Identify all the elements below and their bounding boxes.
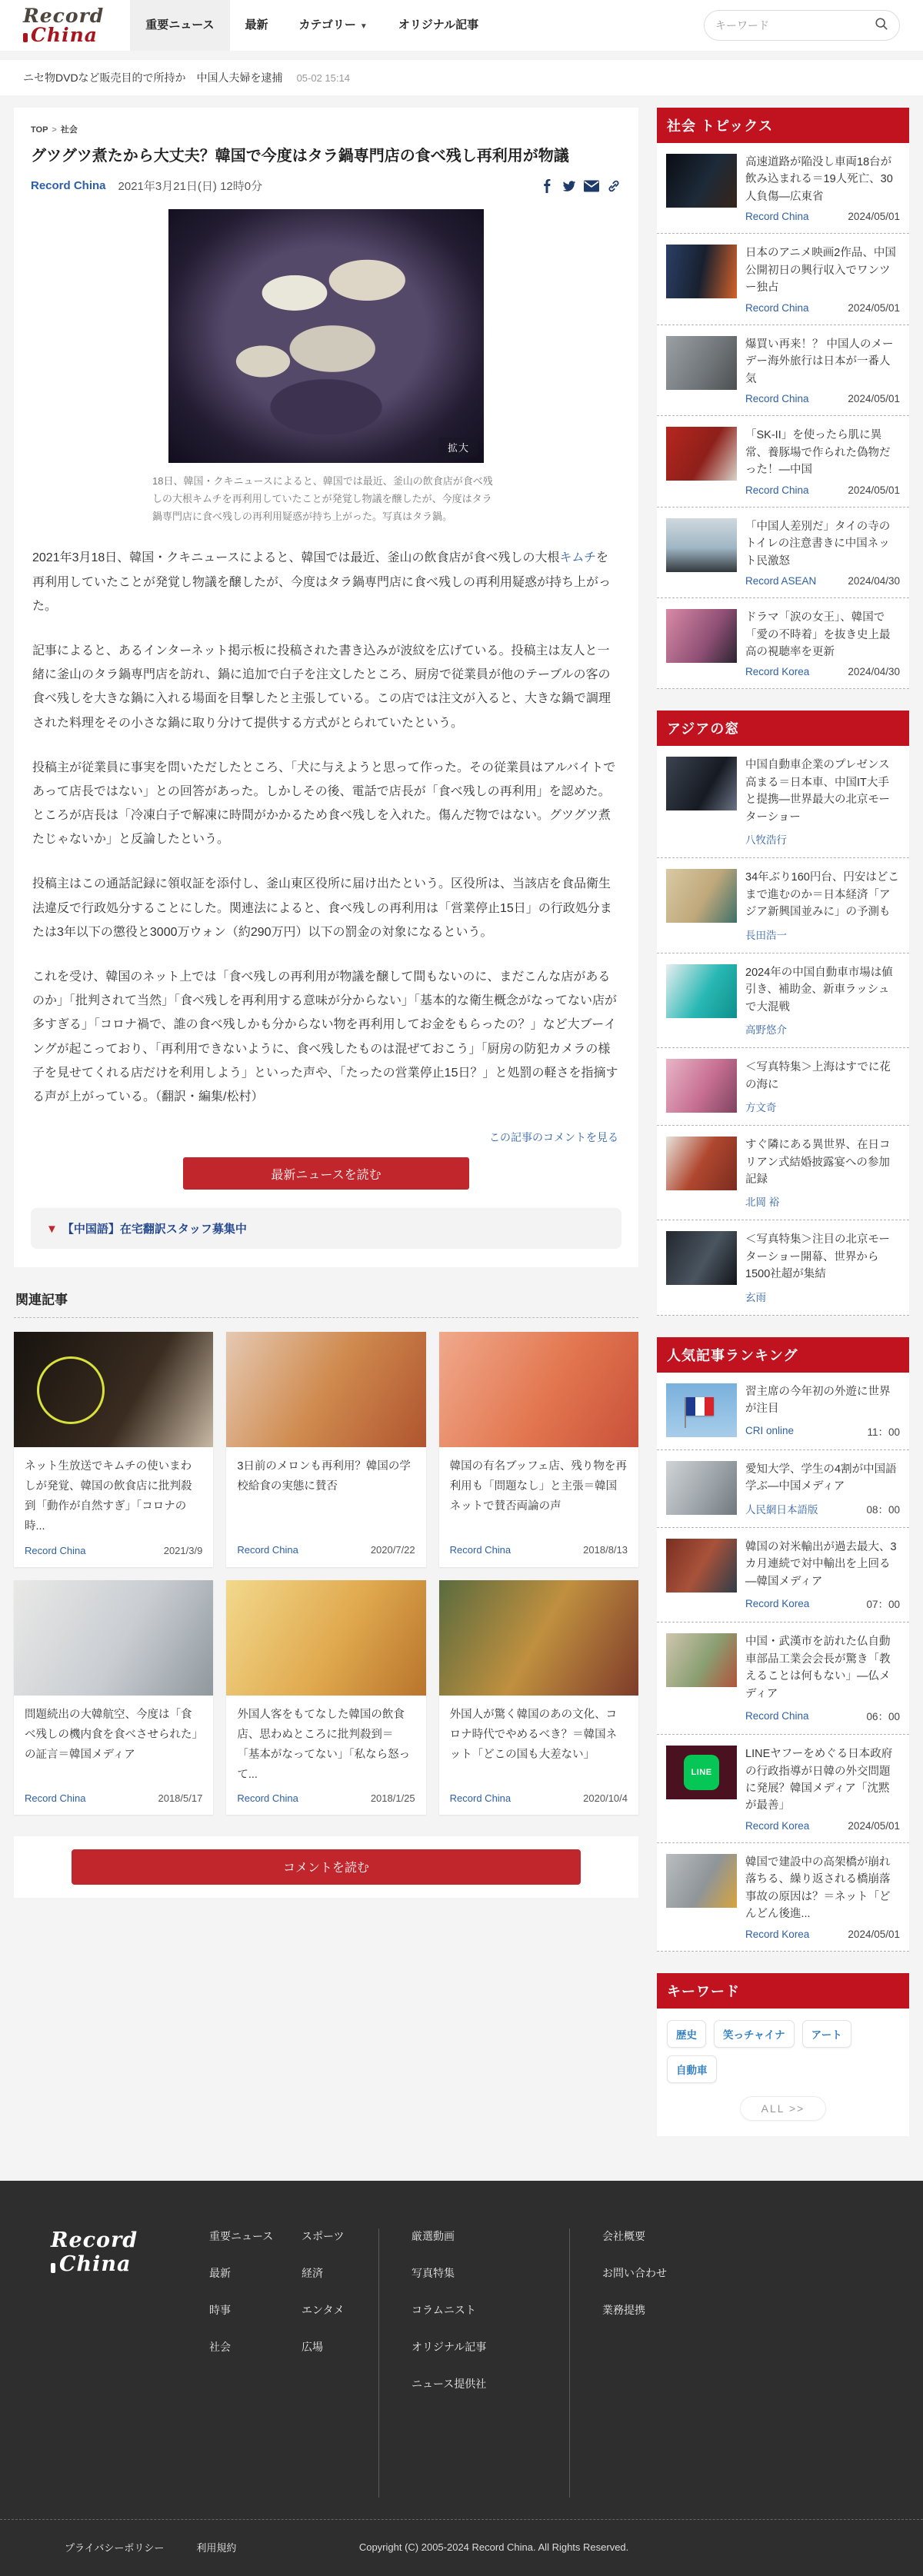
list-item-thumbnail [666,1383,737,1437]
section-header-keywords: キーワード [657,1973,909,2009]
list-item[interactable]: ＜写真特集＞上海はすでに花の海に 方文奇 [657,1048,909,1126]
footer-link[interactable]: 会社概要 [602,2229,645,2242]
card-source-link[interactable]: Record China [449,1544,511,1556]
nav-item-latest[interactable]: 最新 [245,18,268,32]
list-item-thumbnail [666,1059,737,1113]
list-item[interactable]: 愛知大学、学生の4割が中国語学ぶ―中国メディア 人民網日本語版 08：00 [657,1450,909,1528]
french-flag-icon [686,1397,714,1416]
keywords-all-button[interactable]: ALL >> [740,2096,826,2121]
mail-icon[interactable] [584,178,599,194]
logo-line2: China [23,25,104,45]
footer-legal-links [65,2540,236,2554]
item-author-link[interactable]: 玄雨 [745,1291,766,1303]
card-source-link[interactable]: Record China [237,1792,298,1804]
list-item[interactable]: すぐ隣にある異世界、在日コリアン式結婚披露宴への参加記録 北岡 裕 [657,1126,909,1220]
list-item[interactable]: 中国・武漢市を訪れた仏自動車部品工業会会長が驚き「教えることは何もない」―仏メディア Record China 06：00 [657,1622,909,1735]
keyword-tag[interactable]: アート [802,2020,851,2048]
list-item-thumbnail [666,869,737,923]
related-articles-section [14,1289,638,1898]
card-source-link[interactable]: Record China [25,1792,86,1804]
item-author-link[interactable]: 方文奇 [745,1102,777,1114]
paragraph-1: 2021年3月18日、韓国・クキニュースによると、韓国では最近、釜山の飲食店が食べ残しの大根キムチを再利用していたことが発覚し物議を醸したが、今度はタラ鍋専門店に食べ残しの再利用疑惑が持ち上がった。 [32,551,611,613]
item-source-link[interactable]: Record China [745,484,809,496]
list-item-thumbnail [666,1461,737,1515]
list-item-thumbnail [666,336,737,390]
paragraph-3: 投稿主が従業員に事実を問いただしたところ、「犬に与えようと思って作った。その従業員はアルバイトであって店長ではない」との回答があった。しかしその後、電話で店長が「食べ残しの再利用」を認めた。ところが店長は「冷凍白子で解凍に時間がかかるため食べ残しを入れた。傷んだ物ではない。グツグツ煮たじゃないか」と反論したという。 [32,760,616,847]
site-footer [0,2181,923,2576]
list-item[interactable]: LINE LINEヤフーをめぐる日本政府の行政指導が日韓の外交問題に発展？韓国メディア「沈黙が最善」 Record Korea 2024/05/01 [657,1735,909,1843]
related-card[interactable]: 外国人客をもてなした韓国の飲食店、思わぬところに批判殺到＝「基本がなってない」「私なら怒って... Record China 2018/1/25 [226,1580,425,1815]
twitter-icon[interactable] [561,178,577,194]
paragraph-4: 投稿主はこの通話記録に領収証を添付し、釜山東区役所に届け出たという。区役所は、当該店を食品衛生法違反で行政処分することにした。関連法によると、食べ残しの再利用は「営業停止15日」の行政処分または3年以下の懲役と3000万ウォン（約290万円）以下の罰金の対象になるという。 [32,877,612,939]
related-card[interactable]: 問題続出の大韓航空、今度は「食べ残しの機内食を食べさせられた」の証言＝韓国メディア Record China 2018/5/17 [14,1580,213,1815]
keyword-tags [667,2020,899,2083]
triangle-marker-icon: ▼ [46,1223,58,1236]
item-source-link[interactable]: Record Korea [745,1928,810,1940]
list-item[interactable]: 2024年の中国自動車市場は値引き、補助金、新車ラッシュで大混戦 高野悠介 [657,954,909,1048]
item-source-link[interactable]: Record ASEAN [745,575,817,587]
article [14,108,638,1267]
news-ticker [0,60,923,95]
keyword-tag[interactable]: 笑っチャイナ [714,2020,795,2048]
article-body [31,546,621,1109]
list-item-thumbnail [666,245,737,298]
article-byline [31,178,621,194]
list-item[interactable]: 習主席の今年初の外遊に世界が注目 CRI online 11：00 [657,1373,909,1450]
footer-link[interactable]: 社会 [209,2340,231,2353]
footer-link[interactable]: 重要ニュース [209,2229,274,2242]
list-item-thumbnail [666,1854,737,1908]
keywords-section [657,1973,909,2136]
article-figure [31,209,621,525]
footer-link[interactable]: 時事 [209,2303,231,2316]
paragraph-2: 記事によると、あるインターネット掲示板に投稿された書き込みが波紋を広げている。投稿主は友人と一緒に釜山のタラ鍋専門店を訪れ、鍋に追加で白子を注文したところ、厨房で従業員が他のテーブルの客の食べ残しを大きな鍋に入れる場面を目撃したと主張している。この店では注文が入ると、大きな鍋で調理された料理をその小さな鍋に取り分けて提供する方式がとられていたという。 [32,644,611,730]
footer-link[interactable]: 最新 [209,2266,231,2279]
section-header-ranking: 人気記事ランキング [657,1337,909,1373]
footer-divider [569,2228,570,2498]
main-nav [130,0,494,51]
item-source-link[interactable]: Record China [745,1709,809,1722]
card-source-link[interactable]: Record China [25,1544,86,1556]
footer-divider [378,2228,379,2498]
related-card-image [226,1332,425,1447]
list-item-thumbnail [666,1633,737,1687]
list-item-thumbnail [666,1539,737,1593]
related-card-image [14,1332,213,1447]
footer-link[interactable]: スポーツ [302,2229,345,2242]
item-source-link[interactable]: Record Korea [745,666,810,678]
search-icon[interactable] [875,17,888,35]
card-source-link[interactable]: Record China [237,1544,298,1556]
item-source-link[interactable]: Record China [745,211,809,223]
list-item-thumbnail [666,518,737,572]
list-item-thumbnail [666,964,737,1018]
list-item-thumbnail [666,154,737,208]
list-item[interactable]: 韓国の対米輸出が過去最大、3カ月連続で対中輸出を上回る―韓国メディア Record Korea 07：00 [657,1528,909,1622]
footer-nav-col-2 [302,2228,378,2498]
list-item[interactable]: 「SK-II」を使ったら肌に異常、養豚場で作られた偽物だった！―中国 Record China 2024/05/01 [657,416,909,507]
footer-link[interactable]: ニュース提供社 [412,2377,487,2390]
list-item[interactable]: 「中国人差別だ」タイの寺のトイレの注意書きに中国ネット民激怒 Record ASEAN 2024/04/30 [657,508,909,598]
item-source-link[interactable]: Record China [745,393,809,405]
comments-button-row [14,1836,638,1898]
footer-link[interactable]: 経済 [302,2266,323,2279]
card-source-link[interactable]: Record China [449,1792,511,1804]
list-item[interactable]: 34年ぶり160円台、円安はどこまで進むのか＝日本経済「アジア新興国並みに」の予測も 長田浩一 [657,858,909,953]
item-source-link[interactable]: CRI online [745,1425,795,1437]
related-card-image [226,1580,425,1696]
footer-nav-col-3 [412,2228,569,2498]
footer-link[interactable]: お問い合わせ [602,2266,667,2279]
item-author-link[interactable]: 北岡 裕 [745,1196,780,1209]
photo-caption: 18日、韓国・クキニュースによると、韓国では最近、釜山の飲食店が食べ残しの大根キムチを再利用していたことが発覚し物議を醸したが、今度はタラ鍋専門店に食べ残しの再利用疑惑が持ち上がった。写真はタラ鍋。 [152,475,493,523]
item-author-link[interactable]: 長田浩一 [745,929,787,941]
nav-item-important-news[interactable]: 重要ニュース [130,0,229,51]
link-icon[interactable] [606,178,621,194]
section-header-society-topics: 社会 トピックス [657,108,909,143]
item-author-link[interactable]: 高野悠介 [745,1024,787,1037]
ticker-time: 05-02 15:14 [296,72,350,84]
search-input[interactable] [715,19,875,32]
breadcrumb-top[interactable]: TOP [31,125,48,135]
item-source-link[interactable]: Record Korea [745,1597,810,1609]
article-source-link[interactable]: Record China [31,179,106,192]
ranking-section [657,1337,909,1952]
search-box [704,10,900,41]
nav-item-category[interactable]: カテゴリー ▼ [298,18,368,32]
list-item-thumbnail [666,427,737,481]
logo-line1: Record [23,5,105,27]
page-title: グツグツ煮たから大丈夫？韓国で今度はタラ鍋専門店の食べ残し再利用が物議 [31,148,569,165]
list-item-thumbnail [666,757,737,810]
related-card-image [14,1580,213,1696]
asia-window-section [657,711,909,1315]
breadcrumb: TOP > 社会 [31,125,78,135]
list-item[interactable]: 日本のアニメ映画2作品、中国公開初日の興行収入でワンツー独占 Record China 2024/05/01 [657,234,909,324]
related-card[interactable]: 3日前のメロンも再利用？韓国の学校給食の実態に賛否 Record China 2020/7/22 [226,1332,425,1566]
line-app-icon: LINE [684,1755,719,1790]
related-card[interactable]: 外国人が驚く韓国のあの文化、コロナ時代でやめるべき？＝韓国ネット「どこの国も大差ない」 Record China 2020/10/4 [439,1580,638,1815]
article-photo[interactable] [168,209,484,463]
list-item-thumbnail [666,1137,737,1190]
list-item[interactable]: ドラマ「涙の女王」、韓国で「愛の不時着」を抜き史上最高の視聴率を更新 Record Korea 2024/04/30 [657,598,909,689]
chevron-down-icon: ▼ [359,22,368,31]
paragraph-5: これを受け、韓国のネット上では「食べ残しの再利用が物議を醸して間もないのに、まだこんな店があるのか」「批判されて当然」「食べ残しを再利用する意味が分からない」「基本的な衛生概念がなってない店が多すぎる」「コロナ禍で、誰の食べ残しかも分からない物を再利用してお金をもらったの？」など大ブーイングが起こっており、「再利用できないように、食べ残したものは混ぜておこう」「厨房の防犯カメラの様子を見せてくれる店だけを利用しよう」といった声や、「たったの営業停止15日？」と処罰の軽さを指摘する声が上がっている。（翻訳・編集/松村） [32,970,618,1103]
terms-link[interactable]: 利用規約 [196,2541,237,2554]
ticker-headline[interactable]: ニセ物DVDなど販売目的で所持か 中国人夫婦を逮捕 [23,72,283,84]
related-card-image [439,1580,638,1696]
view-comments-link[interactable]: この記事のコメントを見る [489,1131,618,1144]
related-card[interactable]: ネット生放送でキムチの使いまわしが発覚、韓国の飲食店に批判殺到「動作が自然すぎ」「コロナの時... Record China 2021/3/9 [14,1332,213,1566]
footer-nav-col-1 [209,2228,302,2498]
list-item-thumbnail [666,1746,737,1799]
footer-link[interactable]: 写真特集 [412,2266,455,2279]
keyword-tag[interactable]: 歴史 [667,2020,706,2048]
site-header [0,0,923,51]
item-source-link[interactable]: 人民網日本語版 [745,1503,818,1516]
facebook-icon[interactable] [539,178,555,194]
list-item[interactable]: 韓国で建設中の高架橋が崩れ落ちる、繰り返される橋崩落事故の原因は？＝ネット「どんどん後進... Record Korea 2024/05/01 [657,1843,909,1952]
nav-item-original-articles[interactable]: オリジナル記事 [398,18,479,32]
social-share-icons [539,178,621,194]
item-source-link[interactable]: Record Korea [745,1819,810,1832]
list-item[interactable]: 中国自動車企業のプレゼンス高まる＝日本車、中国IT大手と提携―世界最大の北京モーターショー 八牧浩行 [657,746,909,858]
list-item[interactable]: 爆買い再来！？ 中国人のメーデー海外旅行は日本が一番人気 Record China 2024/05/01 [657,325,909,416]
footer-logo[interactable]: Record China [51,2228,205,2498]
society-topics-section [657,108,909,689]
section-header-asia-window: アジアの窓 [657,711,909,746]
footer-link[interactable]: オリジナル記事 [412,2340,487,2353]
sidebar [657,108,909,2158]
footer-link[interactable]: 厳選動画 [412,2229,455,2242]
footer-link[interactable]: 広場 [302,2340,323,2353]
footer-link[interactable]: 業務提携 [602,2303,645,2316]
footer-link[interactable]: コラムニスト [412,2303,476,2316]
item-author-link[interactable]: 八牧浩行 [745,834,787,847]
enlarge-button[interactable]: 拡大 [439,438,478,457]
site-logo[interactable] [23,6,104,45]
related-heading: 関連記事 [14,1289,638,1318]
related-cards [14,1332,638,1815]
keyword-tag[interactable]: 自動車 [667,2055,717,2083]
breadcrumb-category[interactable]: 社会 [60,125,78,135]
related-card[interactable]: 韓国の有名ブッフェ店、残り物を再利用も「問題なし」と主張＝韓国ネットで賛否両論の声 Record China 2018/8/13 [439,1332,638,1566]
related-card-image [439,1332,638,1447]
kimchi-link[interactable]: キムチ [559,551,597,565]
item-source-link[interactable]: Record China [745,301,809,314]
list-item-thumbnail [666,609,737,663]
privacy-policy-link[interactable]: プライバシーポリシー [65,2541,165,2554]
footer-bottom-bar [0,2519,923,2576]
list-item[interactable]: ＜写真特集＞注目の北京モーターショー開幕、世界から1500社超が集結 玄雨 [657,1220,909,1315]
recruit-banner[interactable]: ▼ 【中国語】在宅翻訳スタッフ募集中 [31,1208,621,1249]
footer-nav-col-4 [602,2228,733,2498]
list-item[interactable]: 高速道路が陥没し車両18台が飲み込まれる＝19人死亡、30人負傷―広東省 Record China 2024/05/01 [657,143,909,234]
copyright: Copyright (C) 2005-2024 Record China. All Rights Reserved. [358,2541,629,2553]
article-date: 2021年3月21日(日) 12時0分 [118,180,263,193]
footer-link[interactable]: エンタメ [302,2303,345,2316]
list-item-thumbnail [666,1231,737,1285]
latest-news-button[interactable]: 最新ニュースを読む [183,1157,469,1190]
read-comments-button[interactable]: コメントを読む [72,1849,581,1885]
